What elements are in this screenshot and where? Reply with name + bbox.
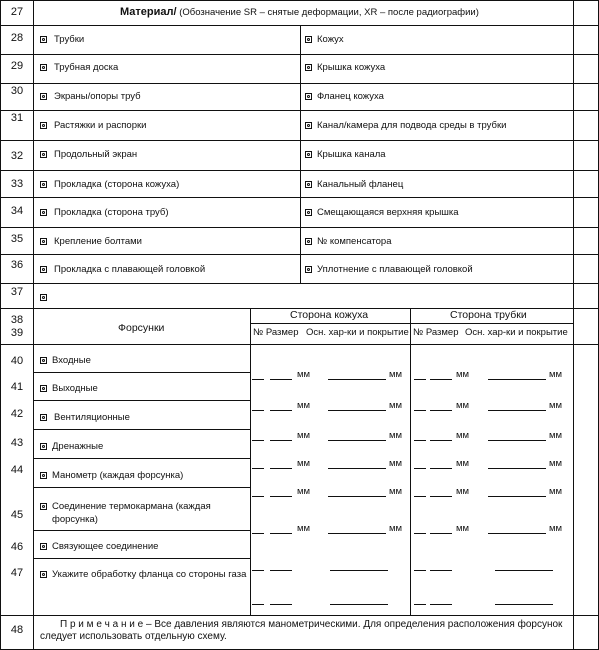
- fill-blank[interactable]: [328, 410, 386, 411]
- fill-blank[interactable]: [488, 440, 546, 441]
- shell-side-header: Сторона кожуха: [290, 309, 369, 321]
- fill-blank[interactable]: [252, 379, 264, 380]
- nozzle-item: Укажите обработку фланца со стороны газа: [52, 569, 247, 580]
- row-number: 38: [10, 314, 24, 326]
- fill-blank[interactable]: [252, 570, 264, 571]
- unit-label: мм: [456, 430, 470, 441]
- fill-blank[interactable]: [270, 533, 292, 534]
- fill-blank[interactable]: [330, 604, 388, 605]
- fill-blank[interactable]: [270, 570, 292, 571]
- fill-blank[interactable]: [252, 410, 264, 411]
- unit-label: мм: [456, 369, 470, 380]
- fill-blank[interactable]: [270, 496, 292, 497]
- checkbox[interactable]: [40, 571, 47, 578]
- row-number: 33: [10, 178, 24, 190]
- material-item: Смещающаяся верхняя крышка: [317, 207, 459, 218]
- fill-blank[interactable]: [252, 440, 264, 441]
- note-text: – Все давления являются манометрическими. Для определения расположения форсунок следует использовать отдельную схему.: [40, 619, 563, 642]
- checkbox[interactable]: [40, 93, 47, 100]
- note: [40, 619, 565, 643]
- checkbox[interactable]: [305, 151, 312, 158]
- unit-label: мм: [297, 369, 311, 380]
- fill-blank[interactable]: [414, 410, 426, 411]
- nozzle-item: Выходные: [52, 383, 98, 394]
- checkbox[interactable]: [40, 414, 47, 421]
- fill-blank[interactable]: [252, 496, 264, 497]
- fill-blank[interactable]: [430, 496, 452, 497]
- row-number: 40: [10, 355, 24, 367]
- material-item: Крышка канала: [317, 149, 386, 160]
- unit-label: мм: [297, 458, 311, 469]
- material-header: [120, 6, 479, 19]
- checkbox[interactable]: [305, 122, 312, 129]
- frame-left: [0, 0, 1, 650]
- fill-blank[interactable]: [252, 468, 264, 469]
- checkbox[interactable]: [40, 443, 47, 450]
- fill-blank[interactable]: [488, 496, 546, 497]
- unit-label: мм: [297, 430, 311, 441]
- material-item: Канал/камера для подвода среды в трубки: [317, 120, 507, 131]
- fill-blank[interactable]: [270, 604, 292, 605]
- unit-label: мм: [549, 430, 563, 441]
- tube-side-header: Сторона трубки: [450, 309, 527, 321]
- fill-blank[interactable]: [270, 410, 292, 411]
- material-item: Кожух: [317, 34, 344, 45]
- checkbox[interactable]: [305, 238, 312, 245]
- material-item: Прокладка (сторона кожуха): [54, 179, 180, 190]
- checkbox[interactable]: [305, 64, 312, 71]
- fill-blank[interactable]: [252, 533, 264, 534]
- fill-blank[interactable]: [488, 468, 546, 469]
- checkbox[interactable]: [40, 266, 47, 273]
- unit-label: мм: [389, 430, 403, 441]
- unit-label: мм: [549, 369, 563, 380]
- unit-label: мм: [456, 400, 470, 411]
- material-item: Канальный фланец: [317, 179, 404, 190]
- unit-label: мм: [389, 523, 403, 534]
- fill-blank[interactable]: [328, 468, 386, 469]
- fill-blank[interactable]: [328, 496, 386, 497]
- nozzle-item: Входные: [52, 355, 91, 366]
- fill-blank[interactable]: [430, 468, 452, 469]
- fill-blank[interactable]: [430, 379, 452, 380]
- fill-blank[interactable]: [414, 604, 426, 605]
- shell-col-characteristics: Осн. хар-ки и покрытие: [306, 327, 409, 338]
- row-number: 35: [10, 233, 24, 245]
- fill-blank[interactable]: [430, 410, 452, 411]
- unit-label: мм: [389, 369, 403, 380]
- unit-label: мм: [389, 486, 403, 497]
- unit-label: мм: [297, 486, 311, 497]
- unit-label: мм: [549, 486, 563, 497]
- fill-blank[interactable]: [252, 604, 264, 605]
- material-item: Трубки: [54, 34, 85, 45]
- unit-label: мм: [456, 458, 470, 469]
- fill-blank[interactable]: [414, 468, 426, 469]
- fill-blank[interactable]: [430, 570, 452, 571]
- fill-blank[interactable]: [488, 533, 546, 534]
- material-title: Материал/: [120, 6, 177, 18]
- fill-blank[interactable]: [414, 496, 426, 497]
- row-number: 43: [10, 437, 24, 449]
- fill-blank[interactable]: [330, 570, 388, 571]
- row-number: 32: [10, 150, 24, 162]
- material-item: № компенсатора: [317, 236, 392, 247]
- main-right-border: [573, 0, 574, 650]
- fill-blank[interactable]: [414, 570, 426, 571]
- row-number: 41: [10, 381, 24, 393]
- row-number: 37: [10, 286, 24, 298]
- fill-blank[interactable]: [414, 533, 426, 534]
- fill-blank[interactable]: [328, 440, 386, 441]
- row-number: 46: [10, 541, 24, 553]
- unit-label: мм: [297, 523, 311, 534]
- fill-blank[interactable]: [270, 468, 292, 469]
- fill-blank[interactable]: [328, 533, 386, 534]
- unit-label: мм: [549, 458, 563, 469]
- checkbox[interactable]: [40, 122, 47, 129]
- fill-blank[interactable]: [270, 440, 292, 441]
- fill-blank[interactable]: [430, 533, 452, 534]
- material-center-divider: [300, 25, 301, 283]
- unit-label: мм: [456, 486, 470, 497]
- nozzle-item: Дренажные: [52, 441, 104, 452]
- row-number: 34: [10, 205, 24, 217]
- nozzle-item: Манометр (каждая форсунка): [52, 470, 184, 481]
- unit-label: мм: [297, 400, 311, 411]
- nozzle-item: Соединение термокармана (каждая форсунка): [52, 501, 211, 525]
- unit-label: мм: [389, 458, 403, 469]
- row-number: 28: [10, 32, 24, 44]
- fill-blank[interactable]: [430, 440, 452, 441]
- unit-label: мм: [456, 523, 470, 534]
- checkbox[interactable]: [40, 543, 47, 550]
- fill-blank[interactable]: [495, 604, 553, 605]
- row-number: 29: [10, 60, 24, 72]
- tube-col-characteristics: Осн. хар-ки и покрытие: [465, 327, 568, 338]
- material-item: Растяжки и распорки: [54, 120, 147, 131]
- row-number: 30: [10, 85, 24, 97]
- material-item: Уплотнение с плавающей головкой: [317, 264, 473, 275]
- fill-blank[interactable]: [488, 379, 546, 380]
- fill-blank[interactable]: [328, 379, 386, 380]
- fill-blank[interactable]: [414, 440, 426, 441]
- material-item: Прокладка (сторона труб): [54, 207, 169, 218]
- row-number: 48: [10, 624, 24, 636]
- row-number: 44: [10, 464, 24, 476]
- fill-blank[interactable]: [430, 604, 452, 605]
- checkbox[interactable]: [40, 503, 47, 510]
- checkbox[interactable]: [40, 181, 47, 188]
- material-item: Крышка кожуха: [317, 62, 386, 73]
- nozzle-item: Вентиляционные: [54, 412, 130, 423]
- checkbox[interactable]: [40, 294, 47, 301]
- checkbox[interactable]: [305, 36, 312, 43]
- nozzle-label-divider: [250, 308, 251, 615]
- checkbox[interactable]: [305, 266, 312, 273]
- fill-blank[interactable]: [488, 410, 546, 411]
- note-label: П р и м е ч а н и е: [60, 619, 144, 630]
- row-number-divider: [33, 0, 34, 650]
- shell-col-no-size: № Размер: [253, 327, 299, 338]
- row-number: 47: [10, 567, 24, 579]
- nozzles-header: Форсунки: [118, 322, 165, 334]
- unit-label: мм: [549, 400, 563, 411]
- checkbox[interactable]: [40, 472, 47, 479]
- material-item: Экраны/опоры труб: [54, 91, 141, 102]
- row-number: 36: [10, 259, 24, 271]
- material-item: Крепление болтами: [54, 236, 142, 247]
- material-item: Трубная доска: [54, 62, 119, 73]
- row-number: 27: [10, 6, 24, 18]
- unit-label: мм: [389, 400, 403, 411]
- checkbox[interactable]: [305, 209, 312, 216]
- checkbox[interactable]: [40, 238, 47, 245]
- shell-tube-divider: [410, 308, 411, 615]
- row-number: 39: [10, 327, 24, 339]
- material-item: Продольный экран: [54, 149, 138, 160]
- checkbox[interactable]: [305, 93, 312, 100]
- row-number: 31: [10, 112, 24, 124]
- fill-blank[interactable]: [270, 379, 292, 380]
- checkbox[interactable]: [305, 181, 312, 188]
- checkbox[interactable]: [40, 209, 47, 216]
- row-number: 42: [10, 408, 24, 420]
- material-item: Фланец кожуха: [317, 91, 384, 102]
- checkbox[interactable]: [40, 151, 47, 158]
- checkbox[interactable]: [40, 36, 47, 43]
- fill-blank[interactable]: [414, 379, 426, 380]
- fill-blank[interactable]: [495, 570, 553, 571]
- checkbox[interactable]: [40, 64, 47, 71]
- row-number: 45: [10, 509, 24, 521]
- tube-col-no-size: № Размер: [413, 327, 459, 338]
- nozzle-item: Связующее соединение: [52, 541, 159, 552]
- material-subtitle: (Обозначение SR – снятые деформации, XR – после радиографии): [176, 7, 479, 18]
- checkbox[interactable]: [40, 385, 47, 392]
- material-item: Прокладка с плавающей головкой: [54, 264, 206, 275]
- unit-label: мм: [549, 523, 563, 534]
- checkbox[interactable]: [40, 357, 47, 364]
